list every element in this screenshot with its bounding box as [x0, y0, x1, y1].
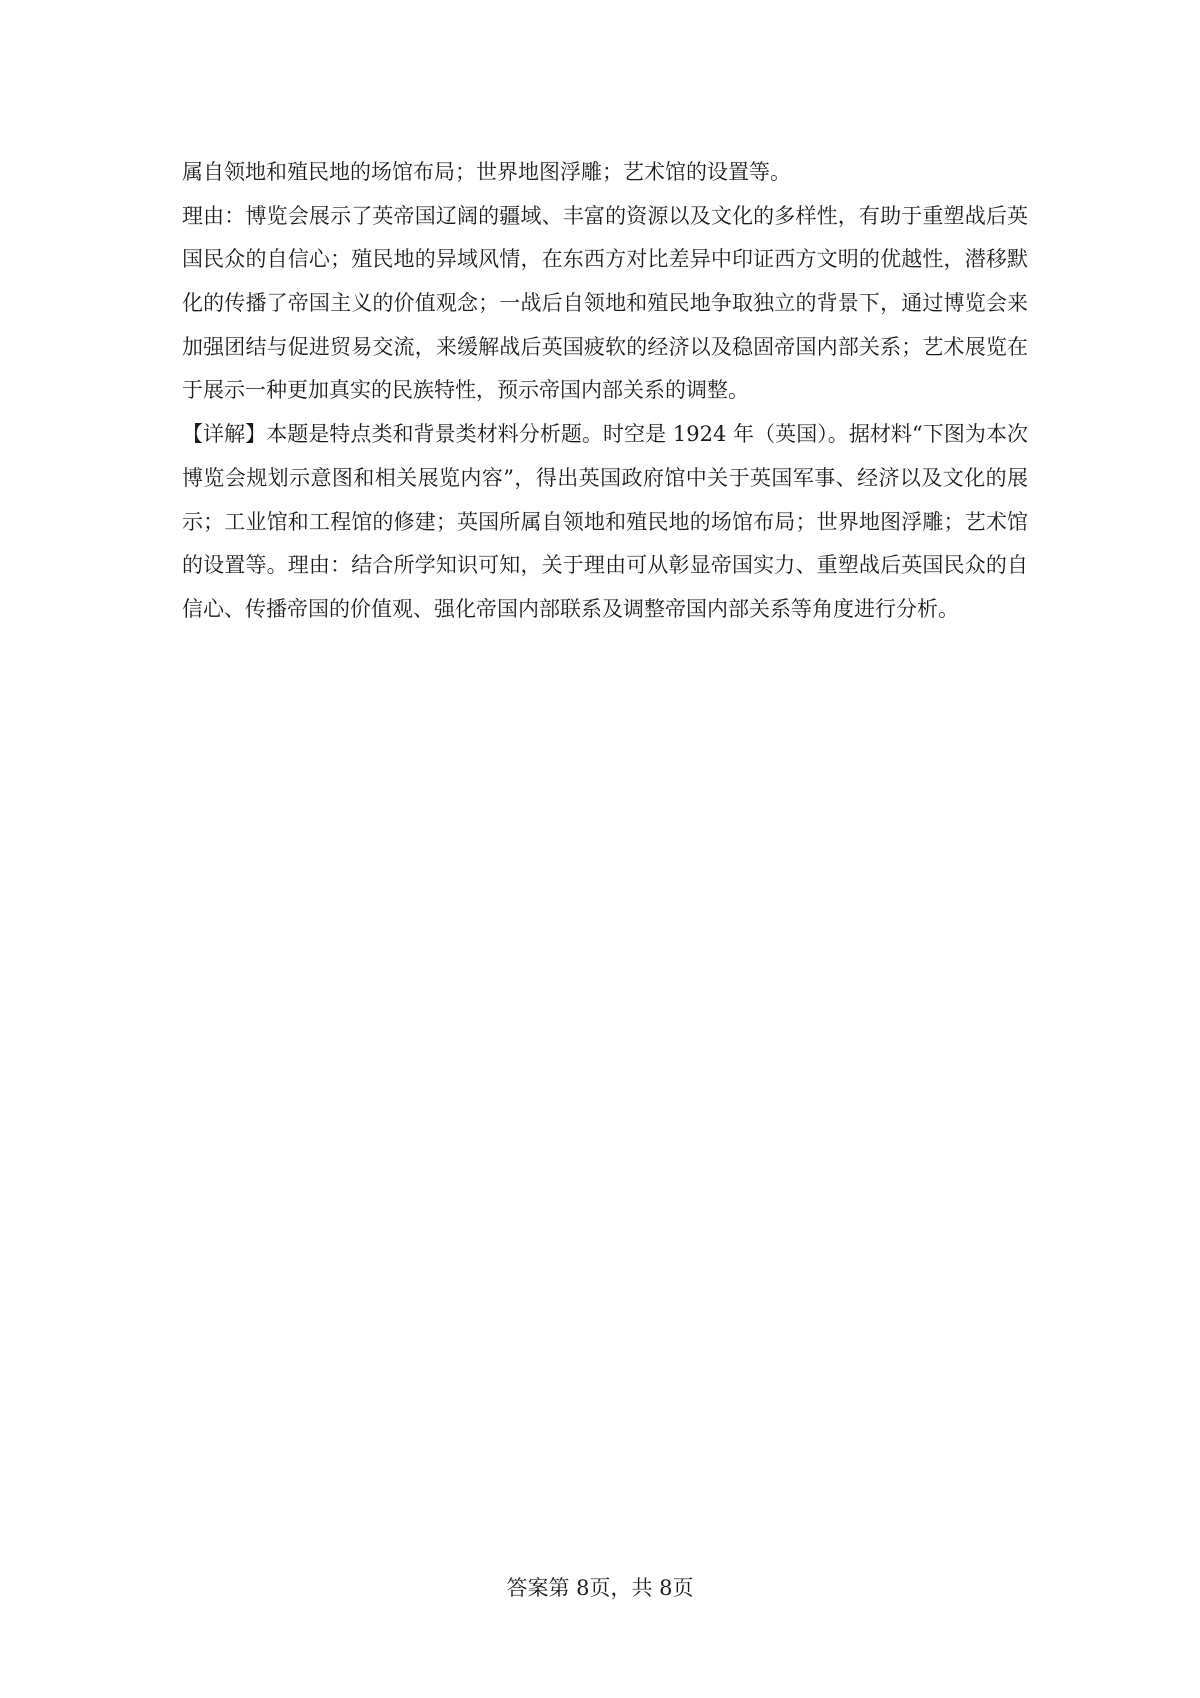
- text-line: 于展示一种更加真实的民族特性，预示帝国内部关系的调整。: [182, 378, 749, 403]
- text-line: 信心、传播帝国的价值观、强化帝国内部联系及调整帝国内部关系等角度进行分析。: [182, 596, 959, 621]
- text-line: 的设置等。理由：结合所学知识可知，关于理由可从彰显帝国实力、重塑战后英国民众的自: [182, 553, 1028, 578]
- text-line: 理由：博览会展示了英帝国辽阔的疆域、丰富的资源以及文化的多样性，有助于重塑战后英: [182, 203, 1028, 228]
- page-number-footer: 答案第 8页，共 8页: [506, 1576, 694, 1600]
- text-line: 化的传播了帝国主义的价值观念；一战后自领地和殖民地争取独立的背景下，通过博览会来: [182, 291, 1028, 316]
- answer-text: [182, 151, 1028, 632]
- text-line: 示；工业馆和工程馆的修建；英国所属自领地和殖民地的场馆布局；世界地图浮雕；艺术馆: [182, 509, 1028, 534]
- text-line: 国民众的自信心；殖民地的异域风情，在东西方对比差异中印证西方文明的优越性，潜移默: [182, 247, 1028, 272]
- text-line: 属自领地和殖民地的场馆布局；世界地图浮雕；艺术馆的设置等。: [182, 160, 791, 184]
- text-line: 加强团结与促进贸易交流，来缓解战后英国疲软的经济以及稳固帝国内部关系；艺术展览在: [182, 334, 1028, 359]
- text-line: 【详解】本题是特点类和背景类材料分析题。时空是 1924 年（英国）。据材料“下图为本次: [182, 422, 1028, 447]
- text-line: 博览会规划示意图和相关展览内容”，得出英国政府馆中关于英国军事、经济以及文化的展: [182, 465, 1028, 490]
